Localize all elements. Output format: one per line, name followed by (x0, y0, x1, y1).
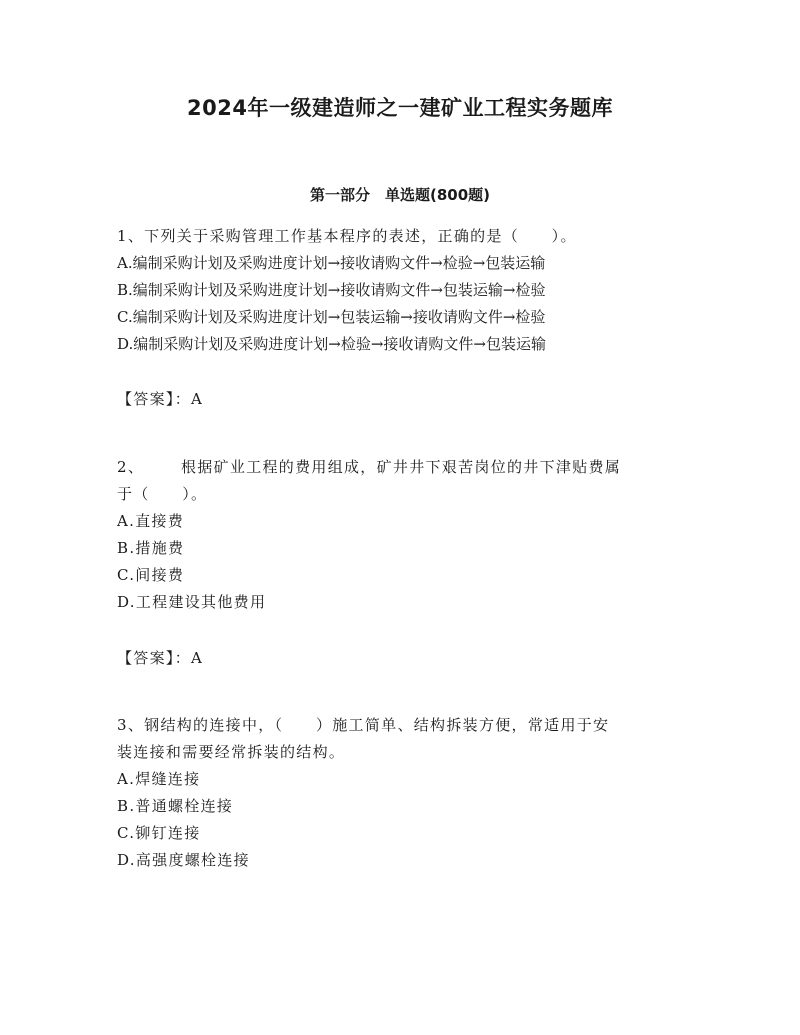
question-2-number: 2、 (117, 458, 145, 476)
question-1-option-c: C.编制采购计划及采购进度计划→包装运输→接收请购文件→检验 (117, 308, 546, 326)
question-1-option-a: A.编制采购计划及采购进度计划→接收请购文件→检验→包装运输 (117, 254, 546, 272)
question-2-option-a: A.直接费 (117, 512, 185, 530)
question-2-option-d: D.工程建设其他费用 (117, 593, 267, 611)
question-1-answer: 【答案】：A (117, 390, 204, 408)
question-3-option-d: D.高强度螺栓连接 (117, 851, 250, 869)
section-heading: 第一部分 单选题(800题) (309, 186, 491, 204)
question-2-stem-line-1 (117, 457, 621, 477)
question-3-option-c: C.铆钉连接 (117, 824, 201, 842)
question-1-option-d: D.编制采购计划及采购进度计划→检验→接收请购文件→包装运输 (117, 335, 546, 353)
question-2-option-c: C.间接费 (117, 566, 185, 584)
document-title: 2024年一级建造师之一建矿业工程实务题库 (187, 96, 613, 120)
question-3-option-b: B.普通螺栓连接 (117, 797, 234, 815)
question-3-stem-line-2: 装连接和需要经常拆装的结构。 (117, 743, 346, 761)
question-2-stem-line-2: 于（ ）。 (117, 485, 208, 503)
question-2-option-b: B.措施费 (117, 539, 185, 557)
question-3-stem-line-1: 3、钢结构的连接中，（ ）施工简单、结构拆装方便，常适用于安 (117, 716, 610, 734)
question-3-option-a: A.焊缝连接 (117, 770, 201, 788)
question-1-option-b: B.编制采购计划及采购进度计划→接收请购文件→包装运输→检验 (117, 281, 546, 299)
question-2-answer: 【答案】：A (117, 649, 204, 667)
question-2-stem-text: 根据矿业工程的费用组成，矿井井下艰苦岗位的井下津贴费属 (181, 458, 622, 476)
question-1-stem: 1、下列关于采购管理工作基本程序的表述，正确的是（ ）。 (117, 227, 577, 245)
